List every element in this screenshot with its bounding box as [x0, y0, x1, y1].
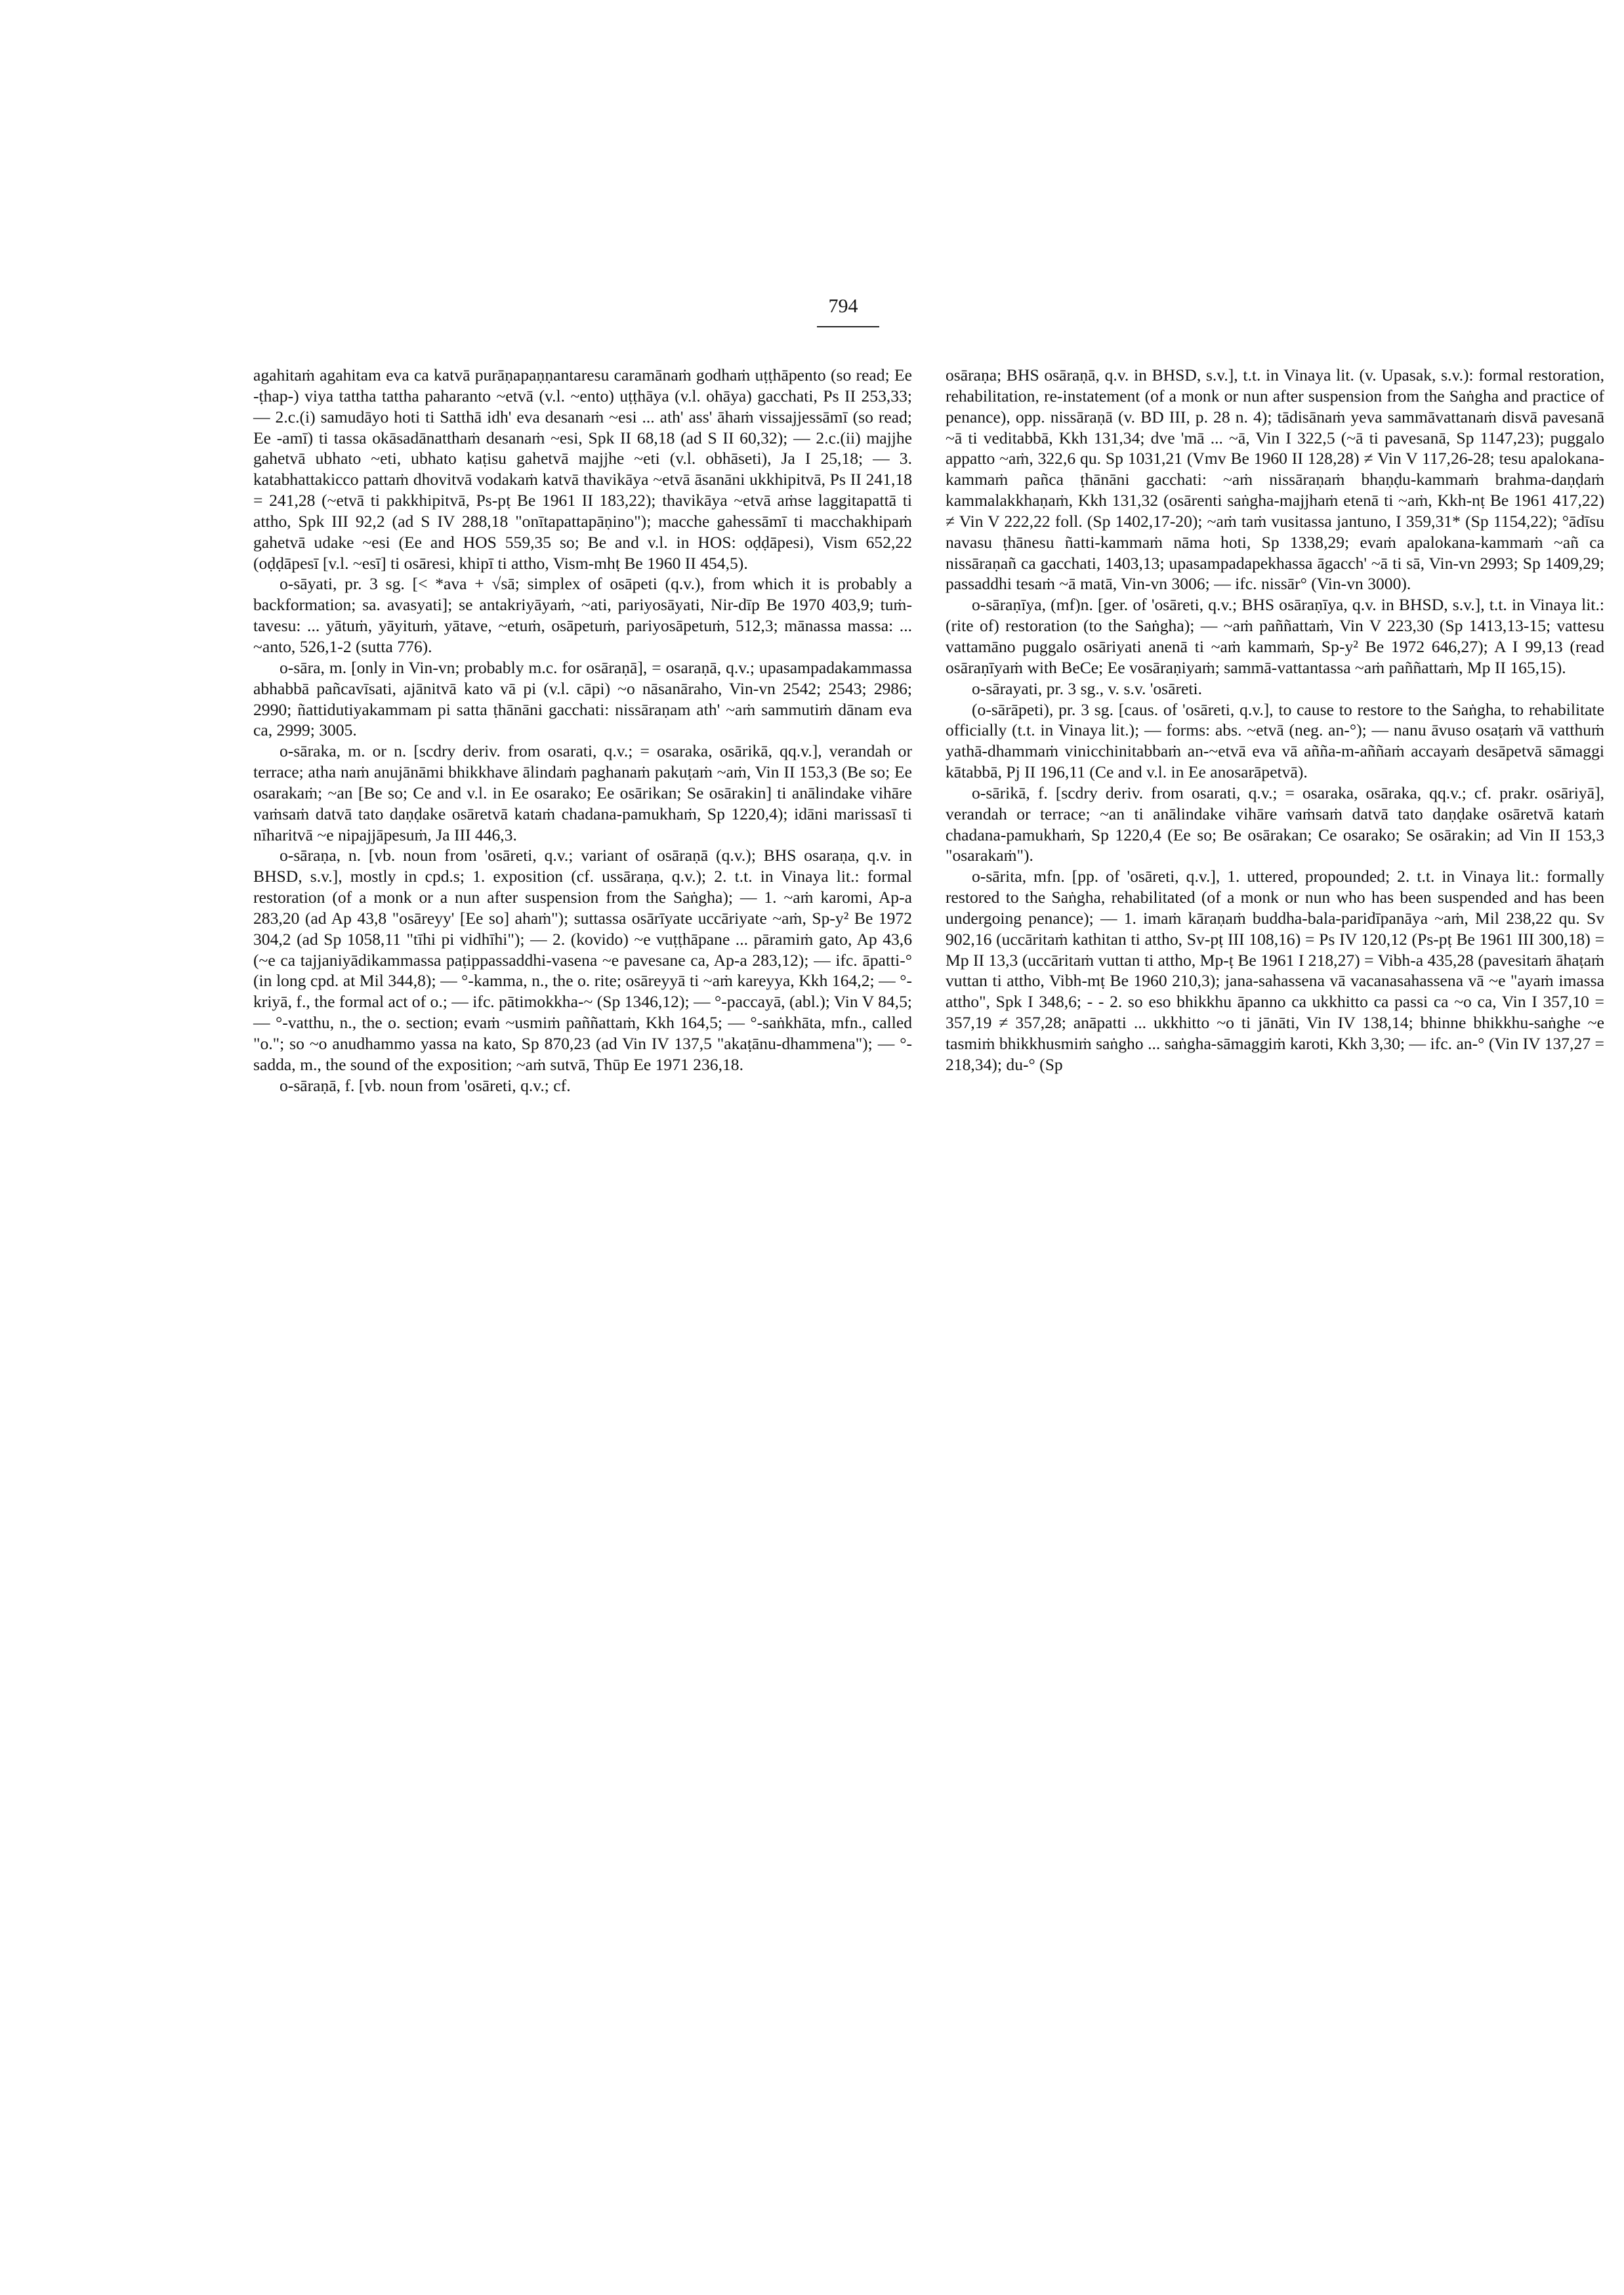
entry-o-sarapeti: (o-sārāpeti), pr. 3 sg. [caus. of 'osāreti, q.v.], to cause to restore to the Saṅgha, to rehabilitate officially (t.t. in Vinaya lit.); — forms: abs. ~etvā (neg. an-°); — nanu āvuso osaṭaṁ vā vatthuṁ yathā-dhammaṁ vinicchinitabbaṁ an-~etvā eva vā añña-m-aññaṁ accayaṁ desāpetvā sāmaggi kātabbā, Pj II 196,11 (Ce and v.l. in Ee anosarāpetvā).: [946, 699, 1604, 782]
entry-o-saraniya: o-sāraṇīya, (mf)n. [ger. of 'osāreti, q.v.; BHS osāraṇīya, q.v. in BHSD, s.v.], t.t. in Vinaya lit.: (rite of) restoration (to the Saṅgha); — ~aṁ paññattaṁ, Vin V 223,30 (Sp 1413,13-15; vattesu vattamāno puggalo osāriyati anenā ti ~aṁ kammaṁ, Sp-y² Be 1972 646,27); A I 99,13 (read osāraṇīyaṁ with BeCe; Ee vosāraṇiyaṁ; sammā-vattantassa ~aṁ paññattaṁ, Mp II 165,15).: [946, 595, 1604, 677]
page-number-rule: [817, 326, 879, 327]
right-column: [946, 365, 1604, 1075]
left-column: [253, 365, 912, 1096]
entry-o-sarita: o-sārita, mfn. [pp. of 'osāreti, q.v.], 1. uttered, propounded; 2. t.t. in Vinaya lit.: formally restored to the Saṅgha, rehabilitated (of a monk or nun who has been suspended and has been undergoing penance); — 1. imaṁ kāraṇaṁ buddha-bala-paridīpanāya ~aṁ, Mil 238,22 qu. Sv 902,16 (uccāritaṁ kathitan ti attho, Sv-pṭ III 108,16) = Ps IV 120,12 (Ps-pṭ Be 1961 III 300,18) = Mp II 13,3 (uccāritaṁ vuttan ti attho, Mp-ṭ Be 1961 I 218,27) = Vibh-a 435,28 (pavesitaṁ āhaṭaṁ vuttan ti attho, Vibh-mṭ Be 1960 210,3); jana-sahassena vā vacanasahassena vā ~e "ayaṁ imassa attho", Spk I 348,6; - - 2. so eso bhikkhu āpanno ca ukkhitto ca passi ca ~o ca, Vin I 357,10 = 357,19 ≠ 357,28; anāpatti ... ukkhitto ~o ti jānāti, Vin IV 138,14; bhinne bhikkhu-saṅghe ~e tasmiṁ bhikkhusmiṁ saṅgho ... saṅgha-sāmaggiṁ karoti, Kkh 3,30; — ifc. an-° (Vin IV 137,27 = 218,34); du-° (Sp: [946, 867, 1604, 1074]
entry-o-sara: o-sāra, m. [only in Vin-vn; probably m.c. for osāraṇā], = osaraṇā, q.v.; upasampadakammassa abhabbā pañcavīsati, ajānitvā kato vā pi (v.l. cāpi) ~o nāsanāraho, Vin-vn 2542; 2543; 2986; 2990; ñattidutiyakammam pi satta ṭhānāni gacchati: nissāraṇam ath' ~aṁ sammutiṁ dānam eva ca, 2999; 3005.: [253, 657, 912, 740]
entry-o-sayati: o-sāyati, pr. 3 sg. [< *ava + √sā; simplex of osāpeti (q.v.), from which it is probably a backformation; sa. avasyati]; se antakriyāyaṁ, ~ati, pariyosāyati, Nir-dīp Be 1970 403,9; tuṁ-tavesu: ... yātuṁ, yāyituṁ, yātave, ~etuṁ, osāpetuṁ, pariyosāpetuṁ, 512,3; mānassa massa: ... ~anto, 526,1-2 (sutta 776).: [253, 574, 912, 656]
page-number: 794: [828, 295, 858, 317]
entry-o-sarika: o-sārikā, f. [scdry deriv. from osarati, q.v.; = osaraka, osāraka, qq.v.; cf. prakr. osāriyā], verandah or terrace; ~an ti anālindake vihāre vaṁsaṁ datvā tato daṇḍake osāretvā kataṁ chadana-pamukhaṁ, Sp 1220,4 (Ee so; Be osārakan; Ce osarako; Se osārakin; ad Vin II 153,3 "osarakaṁ").: [946, 783, 1604, 865]
entry-o-sarayati: o-sārayati, pr. 3 sg., v. s.v. 'osāreti.: [972, 678, 1203, 698]
entry-o-sarana-n: o-sāraṇa, n. [vb. noun from 'osāreti, q.v.; variant of osāraṇā (q.v.); BHS osaraṇa, q.v. in BHSD, s.v.], mostly in cpd.s; 1. exposition (cf. ussāraṇa, q.v.); 2. t.t. in Vinaya lit.: formal restoration (of a monk or a nun after suspension from the Saṅgha); — 1. ~aṁ karomi, Ap-a 283,20 (ad Ap 43,8 "osāreyy' [Ee so] ahaṁ"); suttassa osārīyate uccāriyate ~aṁ, Sp-y² Be 1972 304,2 (ad Sp 1058,11 "tīhi pi vidhīhi"); — 2. (kovido) ~e vuṭṭhāpane ... pāramiṁ gato, Ap 43,6 (~e ca tajjaniyādikammassa paṭippassaddhi-vasena ~e pavesane ca, Ap-a 283,12); — ifc. āpatti-° (in long cpd. at Mil 344,8); — °-kamma, n., the o. rite; osāreyyā ti ~aṁ kareyya, Kkh 164,2; — °-kriyā, f., the formal act of o.; — ifc. pātimokkha-~ (Sp 1346,12); — °-paccayā, (abl.); Vin V 84,5; — °-vatthu, n., the o. section; evaṁ ~usmiṁ paññattaṁ, Kkh 164,5; — °-saṅkhāta, mfn., called "o."; so ~o anudhammo yassa na kato, Sp 870,23 (ad Vin IV 137,5 "akaṭānu-dhammena"); — °-sadda, m., the sound of the exposition; ~aṁ sutvā, Thūp Ee 1971 236,18.: [253, 846, 912, 1074]
right-entry-continuation: osāraṇa; BHS osāraṇā, q.v. in BHSD, s.v.], t.t. in Vinaya lit. (v. Upasak, s.v.): formal restoration, rehabilitation, re-instatement (of a monk or nun after suspension from the Saṅgha and practice of penance), opp. nissāraṇā (v. BD III, p. 28 n. 4); tādisānaṁ yeva sammāvattanaṁ disvā pavesanā ~ā ti veditabbā, Kkh 131,34; dve 'mā ... ~ā, Vin I 322,5 (~ā ti pavesanā, Sp 1147,23); puggalo appatto ~aṁ, 322,6 qu. Sp 1031,21 (Vmv Be 1960 II 128,28) ≠ Vin V 117,26-28; tesu apalokana-kammaṁ pañca ṭhānāni gacchati: ~aṁ nissāraṇaṁ bhaṇḍu-kammaṁ brahma-daṇḍaṁ kammalakkhaṇaṁ, Kkh 131,32 (osārenti saṅgha-majjhaṁ etenā ti ~aṁ, Kkh-nṭ Be 1961 417,22) ≠ Vin V 222,22 foll. (Sp 1402,17-20); ~aṁ taṁ vusitassa jantuno, I 359,31* (Sp 1154,22); °ādīsu navasu ṭhānesu ñatti-kammaṁ nāma hoti, Sp 1338,29; evaṁ apalokana-kammaṁ ~añ ca nissāraṇañ ca gacchati, 1403,13; upasampadapekhassa āgacch' ~ā ti sā, Vin-vn 2993; Sp 1409,29; passaddhi tesaṁ ~ā matā, Vin-vn 3006; — ifc. nissār° (Vin-vn 3000).: [946, 365, 1604, 594]
left-entry-continuation: agahitaṁ agahitam eva ca katvā purāṇapaṇṇantaresu caramānaṁ godhaṁ uṭṭhāpento (so read; Ee -ṭhap-) viya tattha tattha paharanto ~etvā (v.l. ~ento) uṭṭhāya (v.l. ohāya) gacchati, Ps II 253,33; — 2.c.(i) samudāyo hoti ti Satthā idh' eva desanaṁ ~esi ... ath' ass' āhaṁ vissajjessāmī (so read; Ee -amī) ti tassa okāsadānatthaṁ desanaṁ ~esi, Spk II 68,18 (ad S II 60,32); — 2.c.(ii) majjhe gahetvā ubhato ~eti, ubhato kaṭisu gahetvā majjhe ~eti (v.l. obhāseti), Ja I 25,18; — 3. katabhattakicco pattaṁ dhovitvā vodakaṁ katvā thavikāya ~etvā āsanāni ukkhipitvā, Ps II 241,18 = 241,28 (~etvā ti pakkhipitvā, Ps-pṭ Be 1961 II 183,22); thavikāya ~etvā aṁse laggitapattā ti attho, Spk III 92,2 (ad S IV 288,18 "onītapattapāṇino"); macche gahessāmī ti macchakhipaṁ gahetvā udake ~esi (Ee and HOS 559,35 so; Be and v.l. in HOS: oḍḍāpesi), Vism 652,22 (oḍḍāpesī [v.l. ~esī] ti osāresi, khipī ti attho, Vism-mhṭ Be 1960 II 454,5).: [253, 365, 912, 573]
entry-o-sarana-f: o-sāraṇā, f. [vb. noun from 'osāreti, q.v.; cf.: [280, 1075, 571, 1095]
entry-o-saraka: o-sāraka, m. or n. [scdry deriv. from osarati, q.v.; = osaraka, osārikā, qq.v.], verandah or terrace; atha naṁ anujānāmi bhikkhave ālindaṁ paghanaṁ pakuṭaṁ ~aṁ, Vin II 153,3 (Be so; Ee osarakaṁ; ~an [Be so; Ce and v.l. in Ee osarako; Ee osārikan; Se osārakin] ti anālindake vihāre vaṁsaṁ datvā tato daṇḍake osāretvā kataṁ chadana-pamukhaṁ, Sp 1220,4); idāni marissasī ti nīharitvā ~e nipajjāpesuṁ, Ja III 446,3.: [253, 741, 912, 844]
